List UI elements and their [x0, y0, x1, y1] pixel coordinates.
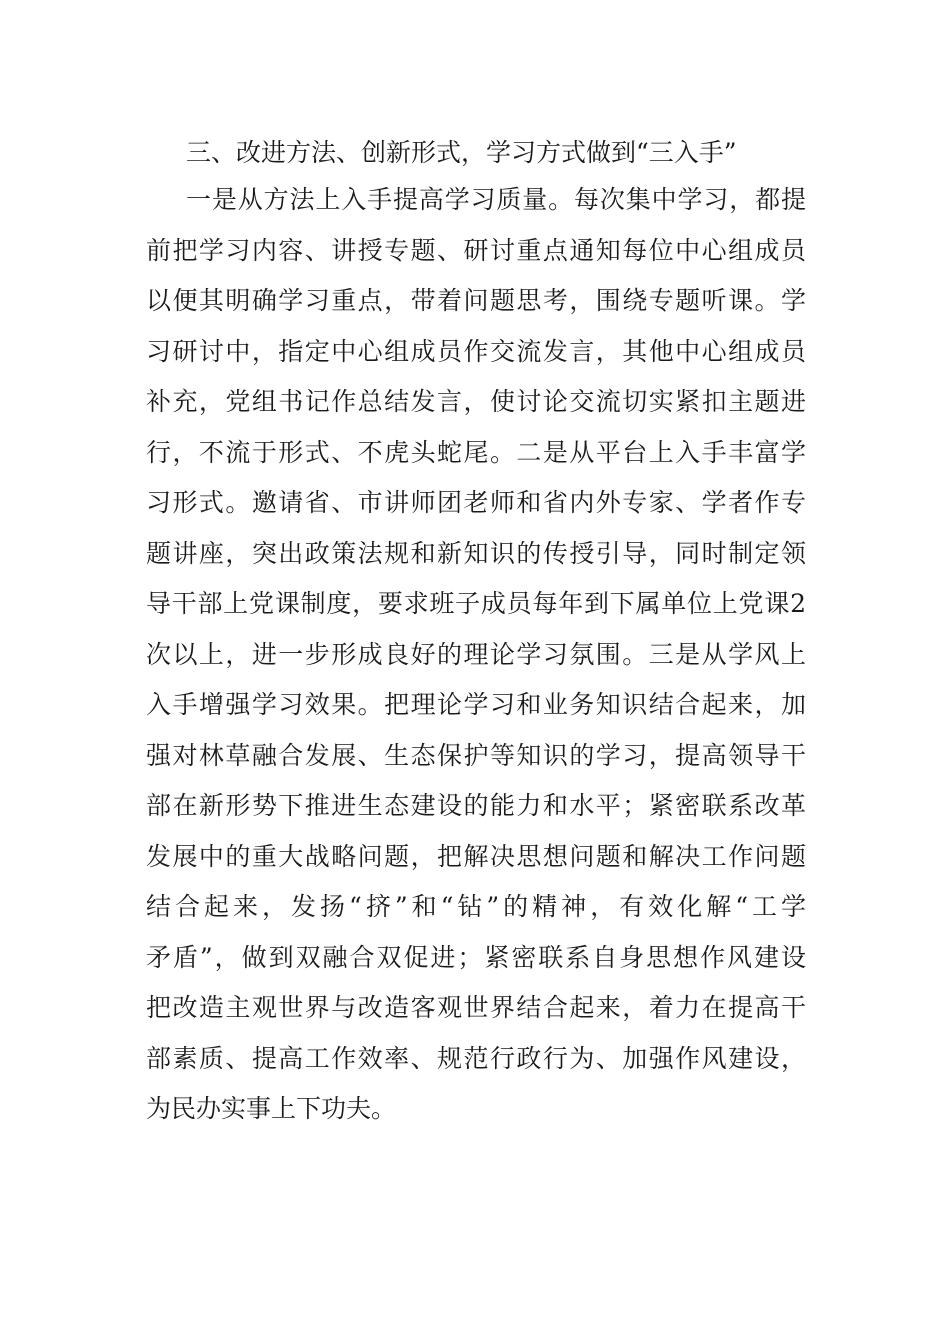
paragraph-line: 发展中的重大战略问题，把解决思想问题和解决工作问题	[146, 841, 806, 871]
paragraph-line: 入手增强学习效果。把理论学习和业务知识结合起来，加	[146, 690, 806, 719]
paragraph-line: 习研讨中，指定中心组成员作交流发言，其他中心组成员	[146, 336, 806, 366]
paragraph-line: 矛盾”，做到双融合双促进；紧密联系自身思想作风建设	[146, 942, 806, 972]
paragraph-line: 习形式。邀请省、市讲师团老师和省内外专家、学者作专	[146, 488, 806, 517]
paragraph-line: 一是从方法上入手提高学习质量。每次集中学习，都提	[186, 185, 806, 214]
paragraph-line: 结合起来，发扬“挤”和“钻”的精神，有效化解“工学	[146, 892, 806, 921]
paragraph-line: 题讲座，突出政策法规和新知识的传授引导，同时制定领	[146, 538, 806, 568]
paragraph-line: 导干部上党课制度，要求班子成员每年到下属单位上党课2	[146, 589, 806, 618]
body-paragraph	[146, 175, 806, 1135]
paragraph-line: 前把学习内容、讲授专题、研讨重点通知每位中心组成员	[146, 235, 806, 265]
paragraph-line: 次以上，进一步形成良好的理论学习氛围。三是从学风上	[146, 639, 806, 669]
paragraph-line: 补充，党组书记作总结发言，使讨论交流切实紧扣主题进	[146, 387, 806, 416]
paragraph-line: 行，不流于形式、不虎头蛇尾。二是从平台上入手丰富学	[146, 437, 806, 467]
paragraph-line: 部在新形势下推进生态建设的能力和水平；紧密联系改革	[146, 791, 806, 820]
paragraph-line: 为民办实事上下功夫。	[146, 1094, 397, 1123]
paragraph-line: 部素质、提高工作效率、规范行政行为、加强作风建设，	[146, 1043, 806, 1073]
paragraph-line: 以便其明确学习重点，带着问题思考，围绕专题听课。学	[146, 286, 806, 315]
paragraph-line: 强对林草融合发展、生态保护等知识的学习，提高领导干	[146, 740, 806, 770]
section-heading: 三、改进方法、创新形式，学习方式做到“三入手”	[186, 138, 737, 167]
paragraph-line: 把改造主观世界与改造客观世界结合起来，着力在提高干	[146, 993, 806, 1022]
